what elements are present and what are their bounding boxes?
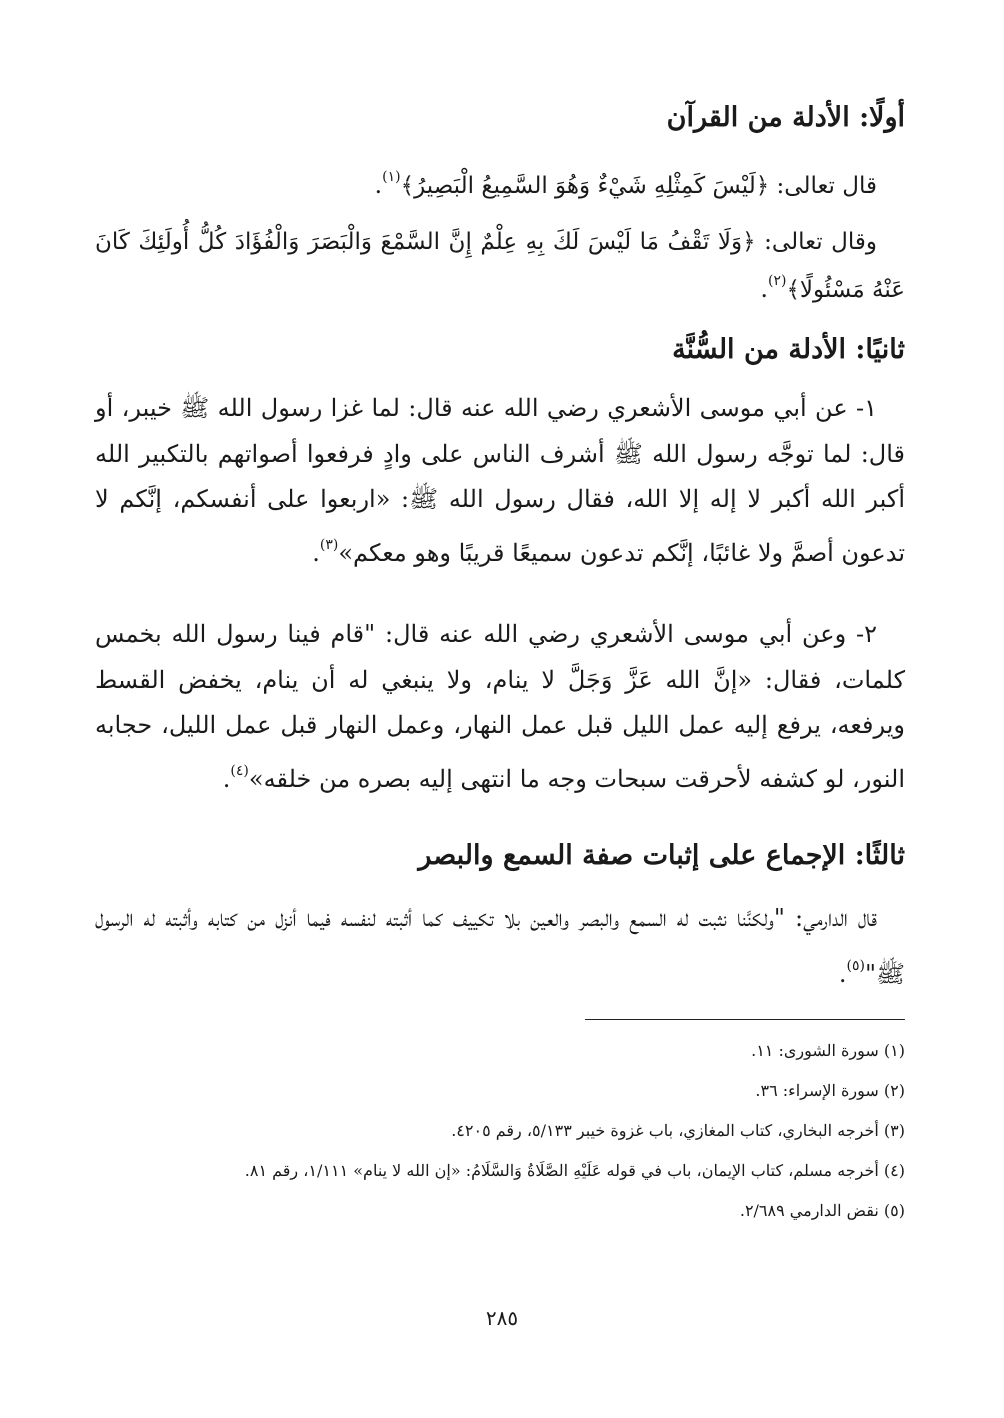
section-heading-ijma: ثالثًا: الإجماع على إثبات صفة السمع والبصر (418, 840, 905, 871)
footnote-ref-5: (٥) (846, 958, 865, 974)
hadith-text: ٢- وعن أبي موسى الأشعري رضي الله عنه قال: "قام فينا رسول الله بخمس كلمات، فقال: «إنَّ الله عَزَّ وَجَلَّ لا ينام، ولا ينبغي له أن ينام، يخفض القسط ويرفعه، يرفع إليه عمل الليل قبل عمل النهار، وعمل النهار قبل عمل الليل، حجابه النور، لو كشفه لأحرقت سبحات وجه ما انتهى إليه بصره من خلقه» (95, 620, 905, 793)
footnote-ref-3: (٣) (319, 536, 339, 553)
footnote-1: (١) سورة الشورى: ١١. (751, 1041, 905, 1060)
verse-text: قال تعالى: ﴿لَيْسَ كَمِثْلِهِ شَيْءٌ وَهُوَ السَّمِيعُ الْبَصِيرُ﴾ (400, 173, 877, 199)
hadith-text: ١- عن أبي موسى الأشعري رضي الله عنه قال: لما غزا رسول الله ﷺ خيبر، أو قال: لما توجَّه رسول الله ﷺ أشرف الناس على وادٍ فرفعوا أصواتهم بالتكبير الله أكبر الله أكبر لا إله إلا الله، فقال رسول الله ﷺ: «اربعوا على أنفسكم، إنَّكم لا تدعون أصمَّ ولا غائبًا، إنَّكم تدعون سميعًا قريبًا وهو معكم» (95, 394, 905, 567)
footnote-ref-4: (٤) (230, 762, 249, 779)
footnote-3: (٣) أخرجه البخاري، كتاب المغازي، باب غزوة خيبر ٥/١٣٣، رقم ٤٢٠٥. (451, 1121, 905, 1140)
footnote-separator (585, 1019, 905, 1020)
quote-text: قال الدارمي: "ولكنَّنا نثبت له السمع والبصر والعين بلا تكييف كما أثبته لنفسه فيما أنزل من كتابه وأثبته له الرسول ﷺ" (95, 904, 905, 988)
period: . (838, 960, 847, 988)
period: . (760, 275, 768, 303)
paragraph-hadith-2 (95, 612, 905, 802)
period: . (222, 764, 231, 793)
footnote-4: (٤) أخرجه مسلم، كتاب الإيمان، باب في قوله عَلَيْهِ الصَّلَاةُ وَالسَّلَامُ: «إن الله لا ينام» ١/١١١، رقم ٨١. (244, 1161, 905, 1180)
verse-text: وقال تعالى: ﴿وَلَا تَقْفُ مَا لَيْسَ لَكَ بِهِ عِلْمٌ إِنَّ السَّمْعَ وَالْبَصَرَ وَالْفُؤَادَ كُلُّ أُولَئِكَ كَانَ عَنْهُ مَسْئُولًا﴾ (95, 229, 905, 303)
section-heading-sunnah: ثانيًا: الأدلة من السُّنَّة (672, 334, 905, 365)
paragraph-quran-2 (95, 222, 905, 310)
footnote-5: (٥) نقض الدارمي ٢/٦٨٩. (739, 1201, 905, 1220)
footnote-2: (٢) سورة الإسراء: ٣٦. (755, 1081, 905, 1100)
section-heading-quran: أولًا: الأدلة من القرآن (666, 102, 905, 133)
period: . (312, 538, 320, 567)
footnote-ref-1: (١) (382, 169, 401, 185)
paragraph-hadith-1 (95, 386, 905, 576)
period: . (374, 171, 383, 199)
page-number: ٢٨٥ (485, 1306, 519, 1330)
paragraph-ijma (95, 894, 905, 998)
paragraph-quran-1 (95, 158, 905, 206)
footnote-ref-2: (٢) (767, 273, 787, 289)
